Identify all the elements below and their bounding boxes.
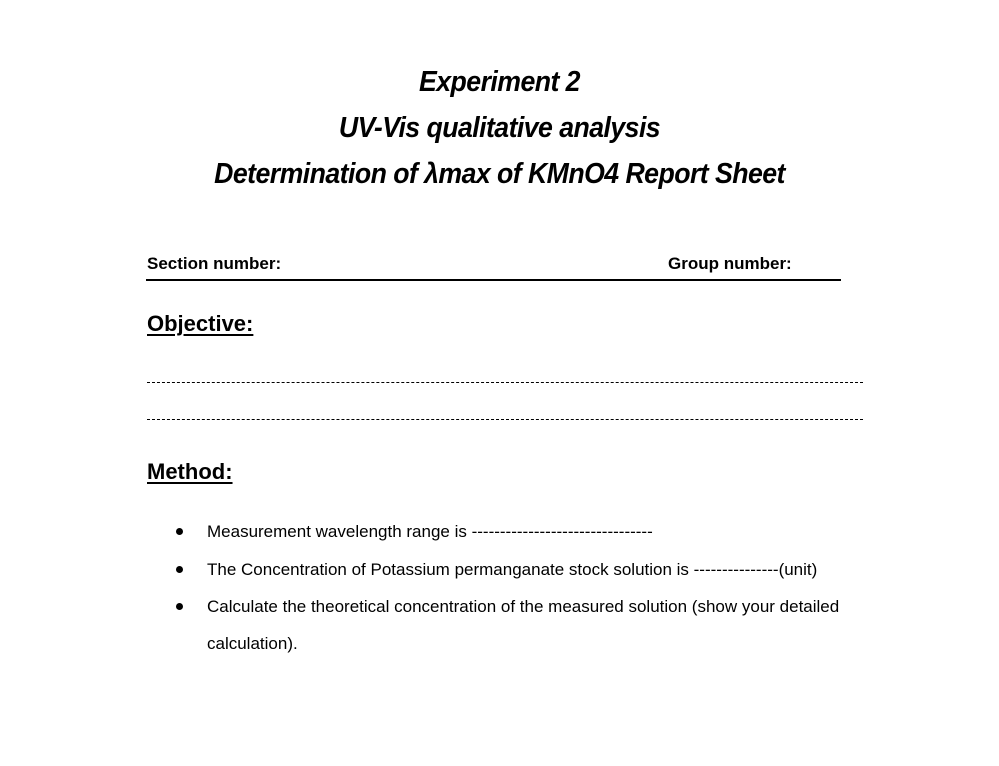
method-item-wavelength-range [207, 513, 927, 550]
bullet-icon [176, 603, 183, 610]
objective-blank-line [147, 382, 863, 383]
bullet-icon [176, 566, 183, 573]
method-item-text: Calculate the theoretical concentration of the measured solution (show your detailed calculation). [207, 597, 840, 653]
report-sheet-title: Determination of λmax of KMnO4 Report Sheet [214, 158, 785, 190]
method-item-text: The Concentration of Potassium permanganate stock solution is ---------------(unit) [207, 560, 818, 579]
method-item-stock-concentration [207, 551, 927, 588]
experiment-subtitle: UV-Vis qualitative analysis [338, 112, 661, 144]
experiment-title: Experiment 2 [419, 66, 580, 98]
info-underline [146, 279, 841, 281]
objective-blank-line [147, 419, 863, 420]
bullet-icon [176, 528, 183, 535]
method-item-text: Measurement wavelength range is -------------------------------- [207, 522, 653, 541]
objective-heading: Objective: [147, 311, 254, 336]
method-heading: Method: [147, 459, 233, 484]
method-item-theoretical-concentration [207, 588, 927, 662]
section-number-label: Section number: [147, 254, 282, 273]
group-number-label: Group number: [668, 254, 792, 273]
